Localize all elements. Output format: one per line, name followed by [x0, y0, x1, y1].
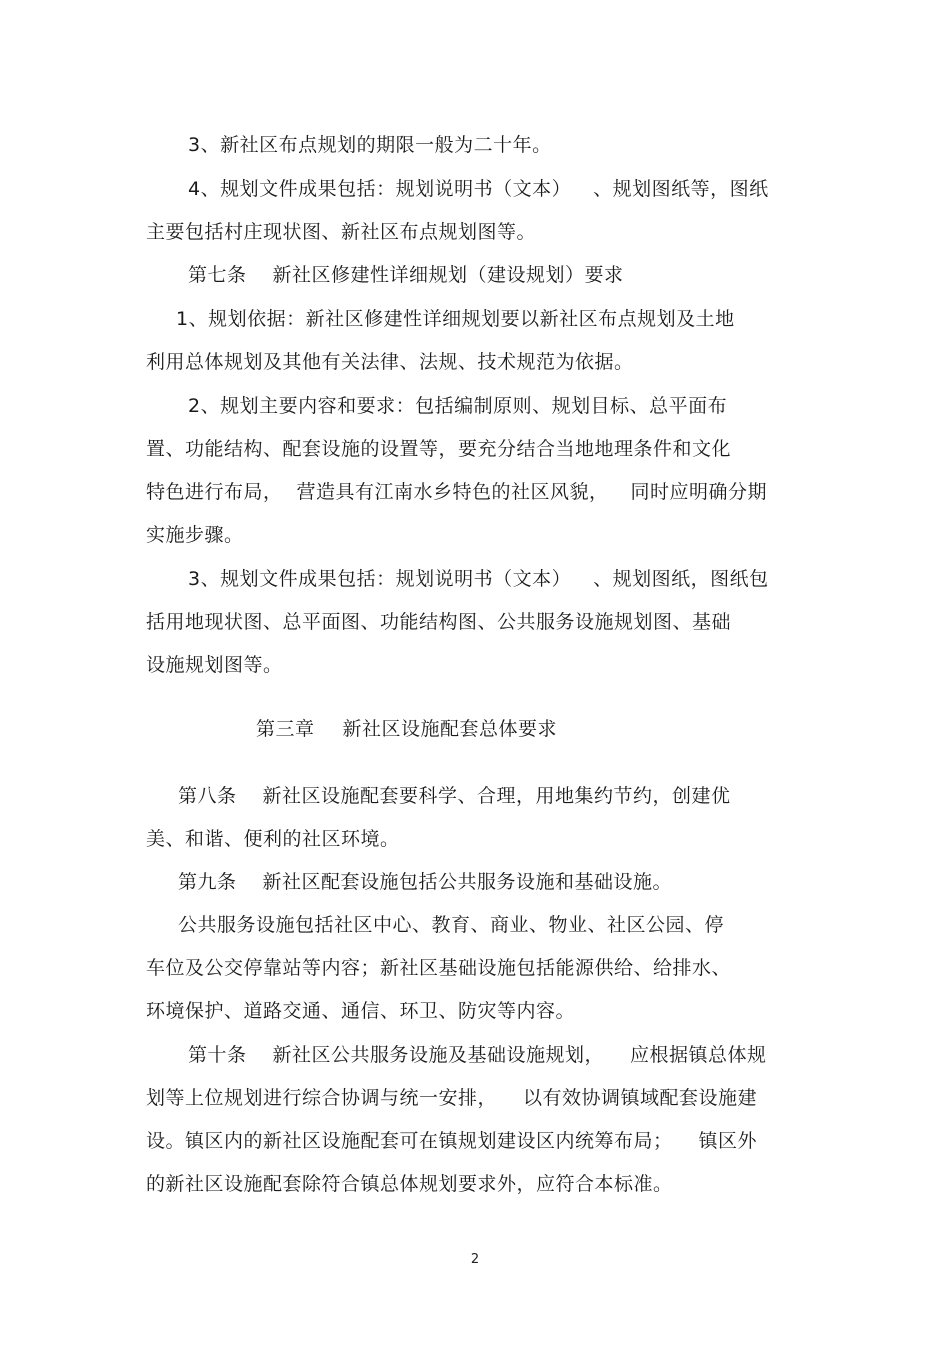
text: 2、规划主要内容和要求：包括编制原则、规划目标、总平面布 [188, 395, 728, 417]
text: 主要包括村庄现状图、新社区布点规划图等。 [146, 221, 537, 243]
article-10-line-3 [146, 1128, 757, 1154]
chapter-label: 第三章 [256, 718, 315, 740]
text: 车位及公交停靠站等内容；新社区基础设施包括能源供给、给排水、 [146, 957, 732, 979]
text: 置、功能结构、配套设施的设置等，要充分结合当地地理条件和文化 [146, 438, 732, 460]
article-8-line-2 [146, 826, 400, 852]
text: 实施步骤。 [146, 524, 244, 546]
chapter-3-heading [256, 716, 557, 742]
paragraph-item-2-line-2 [146, 436, 731, 462]
text: 公共服务设施包括社区中心、教育、商业、物业、社区公园、停 [178, 914, 725, 936]
text-segment: 4、规划文件成果包括：规划说明书（文本） [188, 178, 572, 200]
article-10-line-2 [146, 1085, 757, 1111]
paragraph-public-services-line-3 [146, 998, 575, 1024]
paragraph-item-1-line-1 [176, 306, 735, 332]
paragraph-item-3-planning-period [188, 132, 552, 158]
text-segment: 应根据镇总体规 [630, 1044, 767, 1066]
text-segment: 新社区公共服务设施及基础设施规划， [272, 1044, 605, 1066]
article-8-line-1 [178, 783, 731, 809]
paragraph-item-2-line-3 [146, 479, 767, 505]
page-number: 2 [470, 1252, 480, 1267]
article-10-line-1 [188, 1042, 767, 1068]
text-segment: 特色进行布局， [146, 481, 283, 503]
text: 美、和谐、便利的社区环境。 [146, 828, 400, 850]
text-segment: 设。镇区内的新社区设施配套可在镇规划建设区内统筹布局； [146, 1130, 673, 1152]
article-label: 第七条 [188, 264, 247, 286]
paragraph-item-2-line-4 [146, 522, 244, 548]
text: 新社区配套设施包括公共服务设施和基础设施。 [262, 871, 673, 893]
article-9-line-1 [178, 869, 672, 895]
text: 环境保护、道路交通、通信、环卫、防灾等内容。 [146, 1000, 576, 1022]
paragraph-item-4-line-2 [146, 219, 536, 245]
article-7-heading [188, 262, 624, 288]
text: 利用总体规划及其他有关法律、法规、技术规范为依据。 [146, 351, 634, 373]
article-label: 第十条 [188, 1044, 247, 1066]
text: 3、新社区布点规划的期限一般为二十年。 [188, 134, 552, 156]
text: 的新社区设施配套除符合镇总体规划要求外，应符合本标准。 [146, 1173, 673, 1195]
text-segment: 同时应明确分期 [630, 481, 768, 503]
text: 设施规划图等。 [146, 654, 283, 676]
text-segment: 、规划图纸等，图纸 [593, 178, 769, 200]
text: 1、规划依据：新社区修建性详细规划要以新社区布点规划及土地 [176, 308, 735, 330]
paragraph-item-3-line-3 [146, 652, 283, 678]
paragraph-item-3-line-1 [188, 566, 769, 592]
paragraph-item-1-line-2 [146, 349, 634, 375]
article-10-line-4 [146, 1171, 673, 1197]
article-title: 新社区修建性详细规划（建设规划）要求 [272, 264, 624, 286]
text-segment: 以有效协调镇域配套设施建 [523, 1087, 758, 1109]
paragraph-item-3-line-2 [146, 609, 731, 635]
text: 括用地现状图、总平面图、功能结构图、公共服务设施规划图、基础 [146, 611, 732, 633]
paragraph-public-services-line-1 [178, 912, 724, 938]
text-segment: 营造具有江南水乡特色的社区风貌， [296, 481, 609, 503]
article-label: 第九条 [178, 871, 237, 893]
text-segment: 划等上位规划进行综合协调与统一安排， [146, 1087, 498, 1109]
article-label: 第八条 [178, 785, 237, 807]
paragraph-public-services-line-2 [146, 955, 731, 981]
paragraph-item-2-line-1 [188, 393, 727, 419]
text-segment: 、规划图纸，图纸包 [593, 568, 769, 590]
paragraph-item-4-line-1 [188, 176, 769, 202]
text-segment: 镇区外 [698, 1130, 758, 1152]
text-segment: 3、规划文件成果包括：规划说明书（文本） [188, 568, 572, 590]
text: 新社区设施配套要科学、合理，用地集约节约，创建优 [262, 785, 731, 807]
chapter-title: 新社区设施配套总体要求 [342, 718, 558, 740]
